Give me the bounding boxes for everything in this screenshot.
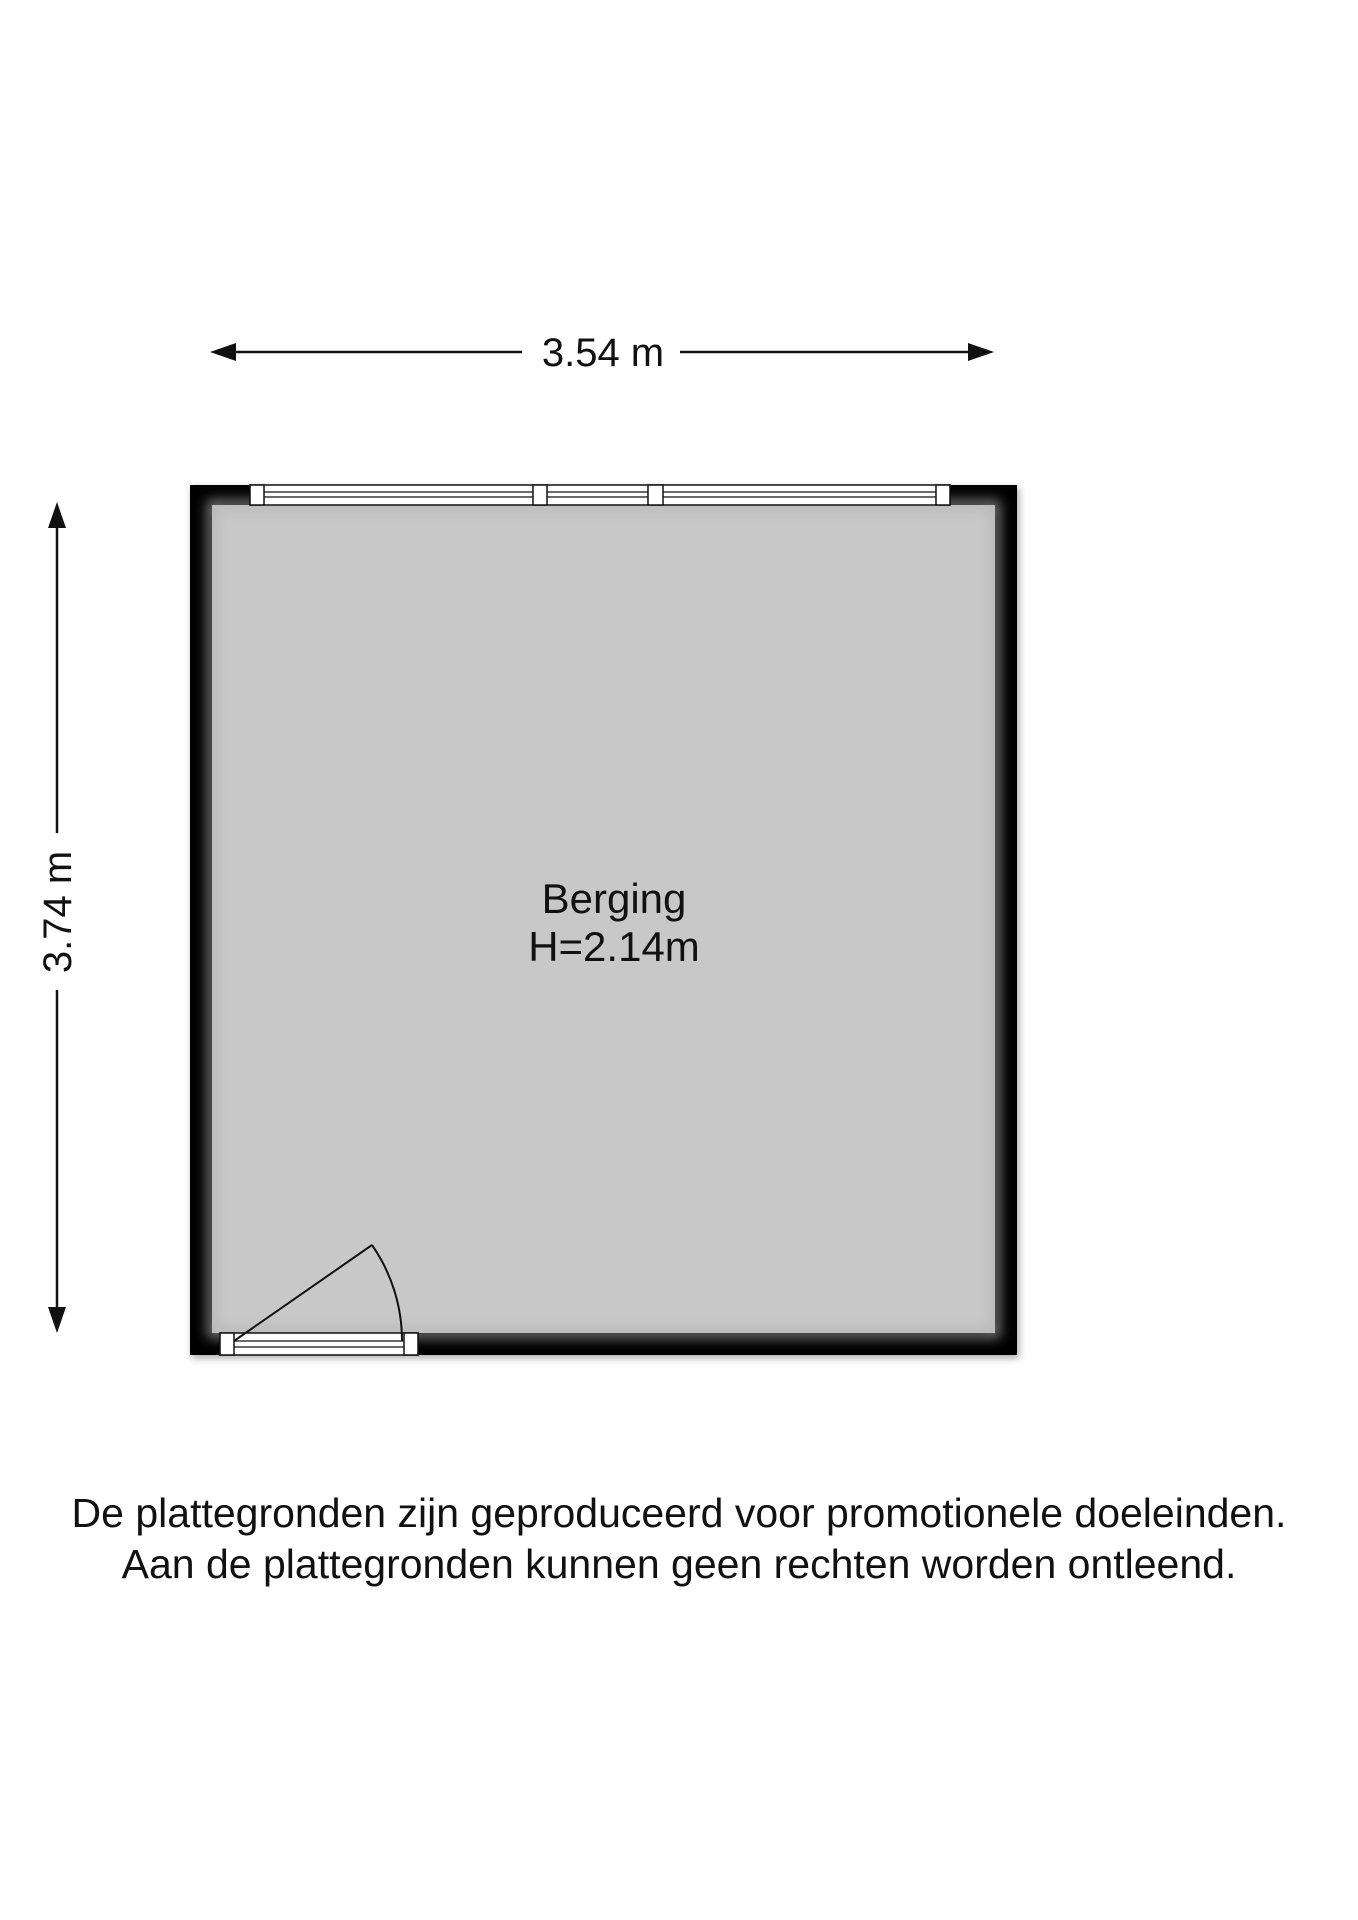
door-opening	[220, 1333, 418, 1355]
arrow-up-icon	[48, 502, 66, 528]
arrow-left-icon	[210, 343, 236, 361]
disclaimer	[0, 1488, 1358, 1590]
disclaimer-line-1: De plattegronden zijn geproduceerd voor promotionele doeleinden.	[71, 1490, 1287, 1536]
arrow-down-icon	[48, 1307, 66, 1333]
disclaimer-line-2: Aan de plattegronden kunnen geen rechten worden ontleend.	[121, 1541, 1237, 1587]
room-name: Berging	[541, 875, 687, 922]
arrow-right-icon	[968, 343, 994, 361]
room-height: H=2.14m	[528, 923, 700, 970]
window-top	[250, 485, 950, 505]
width-dimension-label: 3.54 m	[541, 331, 665, 375]
height-dimension	[36, 502, 80, 1333]
height-dimension-label: 3.74 m	[36, 850, 80, 974]
width-dimension	[210, 331, 994, 375]
